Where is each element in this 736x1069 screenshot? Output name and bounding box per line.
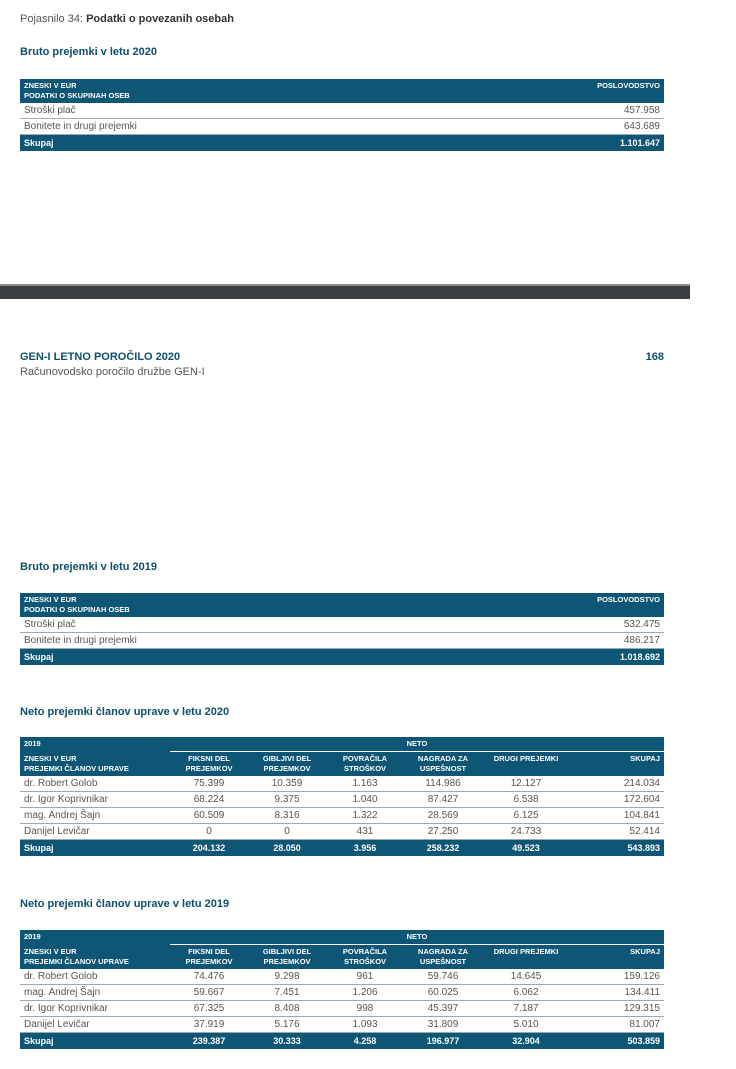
table-total-row: [20, 135, 664, 152]
row-value: 1.322: [326, 808, 404, 824]
row-value: 7.187: [482, 1001, 570, 1017]
row-value: 961: [326, 969, 404, 985]
header-col: SKUPAJ: [570, 945, 664, 970]
table-bruto-2019: [20, 593, 664, 665]
header-neto: NETO: [170, 737, 664, 752]
table-row: [20, 1001, 664, 1017]
table-row: [20, 808, 664, 824]
row-value: 68.224: [170, 792, 248, 808]
total-value: 30.333: [248, 1033, 326, 1050]
row-value: 59.746: [404, 969, 482, 985]
table-header-top: [20, 737, 664, 752]
table-row: [20, 985, 664, 1001]
header-col: POVRAČILA STROŠKOV: [326, 945, 404, 970]
row-value: 81.007: [570, 1017, 664, 1033]
member-name: dr. Robert Golob: [20, 969, 170, 985]
row-value: 8.408: [248, 1001, 326, 1017]
table-body: [20, 969, 664, 1033]
table-total-row: [20, 649, 664, 666]
header-line2: PREJEMKI ČLANOV UPRAVE: [24, 763, 129, 773]
row-value: 104.841: [570, 808, 664, 824]
table-neto-2020: [20, 737, 664, 856]
row-value: 24.733: [482, 824, 570, 840]
row-value: 172.604: [570, 792, 664, 808]
member-name: dr. Igor Koprivnikar: [20, 1001, 170, 1017]
total-value: 503.859: [570, 1033, 664, 1050]
row-value: 457.958: [528, 103, 664, 119]
row-label: Stroški plač: [20, 103, 528, 119]
header-col: FIKSNI DEL PREJEMKOV: [170, 752, 248, 777]
row-value: 486.217: [528, 633, 664, 649]
header-col: POVRAČILA STROŠKOV: [326, 752, 404, 777]
row-value: 10.359: [248, 776, 326, 792]
header-col: SKUPAJ: [570, 752, 664, 777]
row-value: 214.034: [570, 776, 664, 792]
total-value: 196.977: [404, 1033, 482, 1050]
header-col: FIKSNI DEL PREJEMKOV: [170, 945, 248, 970]
section-title-neto-2020: Neto prejemki članov uprave v letu 2020: [20, 706, 230, 718]
header-label-cell: [20, 79, 528, 103]
table-bruto-2020: [20, 79, 664, 151]
row-value: 60.025: [404, 985, 482, 1001]
total-value: 239.387: [170, 1033, 248, 1050]
row-value: 1.093: [326, 1017, 404, 1033]
table-row: [20, 776, 664, 792]
header-line1: ZNESKI V EUR: [24, 753, 77, 763]
note-heading: [20, 13, 234, 25]
row-value: 1.040: [326, 792, 404, 808]
header-line1: ZNESKI V EUR: [24, 595, 77, 604]
total-label: Skupaj: [20, 649, 528, 666]
note-prefix: Pojasnilo 34:: [20, 13, 83, 25]
table-row: [20, 792, 664, 808]
header-col: GIBLJIVI DEL PREJEMKOV: [248, 945, 326, 970]
row-value: 7.451: [248, 985, 326, 1001]
total-value: 543.893: [570, 840, 664, 857]
table-neto-2019: [20, 930, 664, 1049]
row-value: 74.476: [170, 969, 248, 985]
header-col: GIBLJIVI DEL PREJEMKOV: [248, 752, 326, 777]
row-value: 28.569: [404, 808, 482, 824]
header-year: 2019: [20, 930, 170, 945]
row-value: 75.399: [170, 776, 248, 792]
row-value: 9.298: [248, 969, 326, 985]
total-value: 204.132: [170, 840, 248, 857]
header-label-cell: [20, 752, 170, 777]
table-row: [20, 633, 664, 649]
table-row: [20, 617, 664, 633]
row-value: 31.809: [404, 1017, 482, 1033]
row-value: 431: [326, 824, 404, 840]
header-line1: ZNESKI V EUR: [24, 81, 77, 90]
section-title-neto-2019: Neto prejemki članov uprave v letu 2019: [20, 898, 230, 910]
row-value: 998: [326, 1001, 404, 1017]
row-value: 114.986: [404, 776, 482, 792]
total-value: 49.523: [482, 840, 570, 857]
note-title: Podatki o povezanih osebah: [86, 13, 234, 25]
table-header: [20, 593, 664, 617]
header-col-poslovodstvo: POSLOVODSTVO: [528, 593, 664, 617]
row-value: 37.919: [170, 1017, 248, 1033]
member-name: Danijel Levičar: [20, 1017, 170, 1033]
row-value: 1.206: [326, 985, 404, 1001]
table-header: [20, 79, 664, 103]
section-title-bruto-2020: Bruto prejemki v letu 2020: [20, 46, 157, 58]
row-value: 6.062: [482, 985, 570, 1001]
total-label: Skupaj: [20, 135, 528, 152]
row-value: 67.325: [170, 1001, 248, 1017]
row-value: 643.689: [528, 119, 664, 135]
row-value: 12.127: [482, 776, 570, 792]
row-label: Bonitete in drugi prejemki: [20, 633, 528, 649]
member-name: mag. Andrej Šajn: [20, 985, 170, 1001]
row-value: 1.163: [326, 776, 404, 792]
table-total-row: [20, 1033, 664, 1050]
row-label: Bonitete in drugi prejemki: [20, 119, 528, 135]
header-col-poslovodstvo: POSLOVODSTVO: [528, 79, 664, 103]
row-value: 0: [248, 824, 326, 840]
table-row: [20, 103, 664, 119]
member-name: mag. Andrej Šajn: [20, 808, 170, 824]
header-label-cell: [20, 593, 528, 617]
row-value: 129.315: [570, 1001, 664, 1017]
total-value: 1.018.692: [528, 649, 664, 666]
total-value: 28.050: [248, 840, 326, 857]
row-value: 52.414: [570, 824, 664, 840]
row-value: 134.411: [570, 985, 664, 1001]
total-value: 1.101.647: [528, 135, 664, 152]
row-value: 5.010: [482, 1017, 570, 1033]
page-separator: [0, 284, 690, 299]
header-col: DRUGI PREJEMKI: [482, 945, 570, 970]
member-name: dr. Igor Koprivnikar: [20, 792, 170, 808]
header-line1: ZNESKI V EUR: [24, 946, 77, 956]
header-line2: PODATKI O SKUPINAH OSEB: [24, 605, 130, 614]
header-col: DRUGI PREJEMKI: [482, 752, 570, 777]
header-col: NAGRADA ZA USPEŠNOST: [404, 752, 482, 777]
row-value: 59.667: [170, 985, 248, 1001]
table-total-row: [20, 840, 664, 857]
table-row: [20, 119, 664, 135]
header-year: 2019: [20, 737, 170, 752]
row-label: Stroški plač: [20, 617, 528, 633]
table-body: [20, 776, 664, 840]
row-value: 9.375: [248, 792, 326, 808]
row-value: 0: [170, 824, 248, 840]
table-row: [20, 1017, 664, 1033]
table-row: [20, 824, 664, 840]
header-line2: PODATKI O SKUPINAH OSEB: [24, 91, 130, 100]
header-label-cell: [20, 945, 170, 970]
table-header-top: [20, 930, 664, 945]
table-header: [20, 945, 664, 970]
row-value: 6.125: [482, 808, 570, 824]
row-value: 60.509: [170, 808, 248, 824]
row-value: 45.397: [404, 1001, 482, 1017]
row-value: 5.176: [248, 1017, 326, 1033]
header-line2: PREJEMKI ČLANOV UPRAVE: [24, 956, 129, 966]
total-label: Skupaj: [20, 840, 170, 857]
row-value: 87.427: [404, 792, 482, 808]
table-header: [20, 752, 664, 777]
report-title: GEN-I LETNO POROČILO 2020: [20, 351, 181, 363]
row-value: 14.645: [482, 969, 570, 985]
row-value: 8.316: [248, 808, 326, 824]
page-number: 168: [645, 351, 664, 363]
member-name: dr. Robert Golob: [20, 776, 170, 792]
total-label: Skupaj: [20, 1033, 170, 1050]
report-subtitle: Računovodsko poročilo družbe GEN-I: [20, 366, 205, 378]
row-value: 6.538: [482, 792, 570, 808]
header-neto: NETO: [170, 930, 664, 945]
total-value: 4.258: [326, 1033, 404, 1050]
row-value: 27.250: [404, 824, 482, 840]
total-value: 3.956: [326, 840, 404, 857]
header-col: NAGRADA ZA USPEŠNOST: [404, 945, 482, 970]
row-value: 159.126: [570, 969, 664, 985]
total-value: 258.232: [404, 840, 482, 857]
member-name: Danijel Levičar: [20, 824, 170, 840]
section-title-bruto-2019: Bruto prejemki v letu 2019: [20, 561, 157, 573]
total-value: 32.904: [482, 1033, 570, 1050]
row-value: 532.475: [528, 617, 664, 633]
table-row: [20, 969, 664, 985]
